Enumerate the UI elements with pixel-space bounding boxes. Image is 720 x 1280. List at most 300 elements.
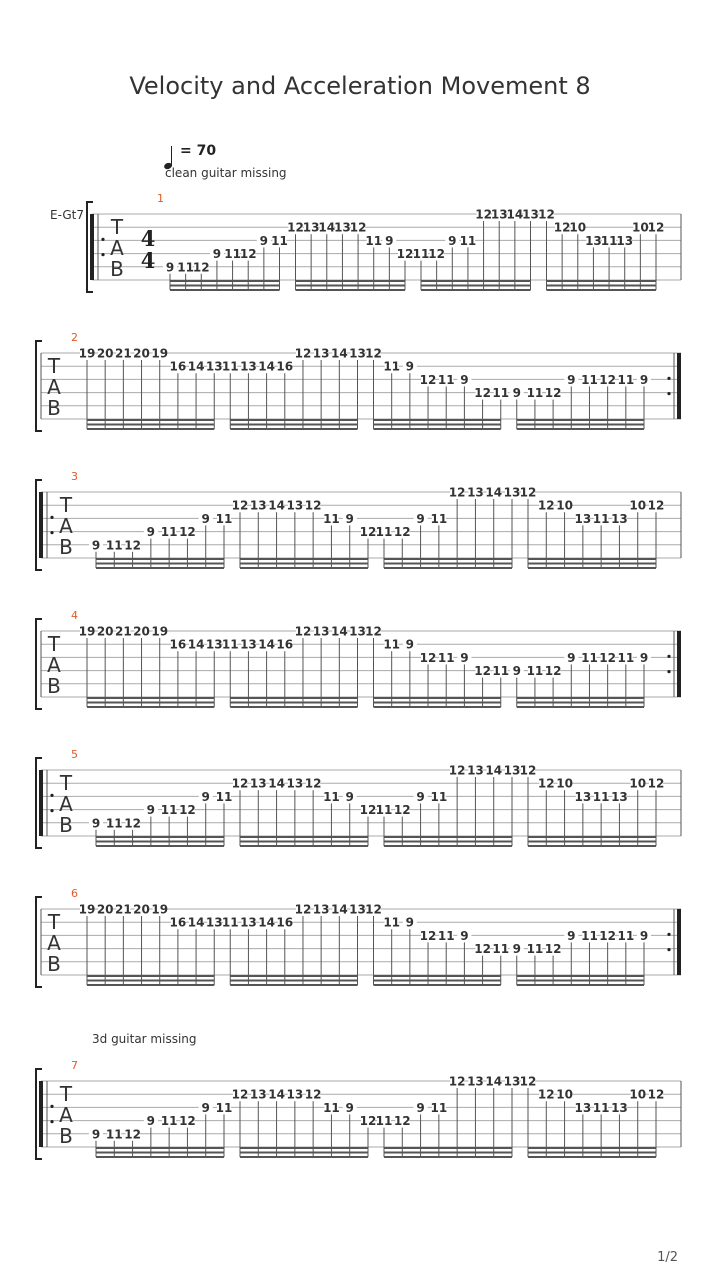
fret-number: 11: [177, 260, 194, 275]
fret-number: 14: [485, 1074, 503, 1089]
fret-number: 12: [419, 372, 437, 387]
measure-number: 2: [71, 331, 78, 344]
fret-number: 9: [91, 816, 101, 831]
fret-number: 11: [492, 386, 510, 401]
fret-number: 13: [205, 359, 223, 374]
fret-number: 19: [151, 624, 169, 639]
fret-number: 9: [639, 928, 649, 943]
fret-number: 16: [169, 915, 187, 930]
fret-number: 11: [221, 637, 239, 652]
fret-number: 12: [179, 803, 196, 818]
beat-group: [79, 903, 223, 986]
fret-number: 12: [537, 776, 555, 791]
fret-number: 9: [91, 538, 101, 553]
fret-number: 12: [448, 485, 466, 500]
beat-group: [520, 486, 665, 569]
fret-number: 11: [383, 915, 401, 930]
time-signature-top: 4: [140, 226, 156, 251]
fret-number: 9: [639, 372, 649, 387]
fret-number: 12: [192, 260, 210, 275]
measure-number: 3: [71, 470, 78, 483]
fret-number: 10: [632, 220, 649, 235]
fret-number: 12: [349, 220, 367, 235]
fret-number: 14: [187, 359, 205, 374]
beat-group: [365, 347, 509, 430]
fret-number: 12: [419, 650, 437, 665]
fret-number: 10: [629, 776, 647, 791]
fret-number: 11: [437, 650, 455, 665]
fret-number: 11: [526, 386, 544, 401]
beat-group: [510, 373, 651, 429]
repeat-dot: [667, 948, 670, 951]
fret-number: 12: [393, 525, 411, 540]
fret-number: 11: [221, 359, 239, 374]
fret-number: 13: [334, 220, 351, 235]
fret-number: 20: [133, 624, 150, 639]
beat-group: [520, 1075, 665, 1158]
repeat-dot: [667, 670, 670, 673]
fret-number: 13: [302, 220, 320, 235]
tab-system: [36, 331, 681, 431]
fret-number: 12: [553, 220, 571, 235]
fret-number: 12: [474, 664, 491, 679]
fret-number: 9: [345, 511, 354, 526]
fret-number: 11: [430, 1100, 448, 1115]
fret-number: 11: [617, 650, 635, 665]
fret-number: 12: [448, 763, 466, 778]
beat-group: [413, 208, 539, 291]
fret-number: 16: [169, 359, 187, 374]
beat-group: [89, 790, 232, 846]
fret-number: 20: [96, 346, 114, 361]
fret-number: 12: [396, 247, 414, 262]
beat-group: [222, 625, 366, 708]
fret-number: 9: [460, 650, 469, 665]
fret-number: 11: [383, 637, 401, 652]
fret-number: 9: [639, 650, 649, 665]
tab-system: [87, 192, 681, 292]
repeat-dot: [50, 809, 53, 812]
fret-number: 12: [294, 624, 312, 639]
fret-number: 12: [599, 372, 616, 387]
fret-number: 9: [512, 942, 521, 957]
fret-number: 12: [365, 346, 382, 361]
fret-number: 11: [459, 233, 477, 248]
fret-number: 13: [574, 511, 592, 526]
fret-number: 9: [345, 1100, 354, 1115]
fret-number: 19: [78, 624, 96, 639]
fret-number: 11: [383, 359, 401, 374]
fret-number: 11: [526, 664, 544, 679]
fret-number: 11: [105, 1127, 123, 1142]
fret-number: 12: [419, 928, 437, 943]
tab-clef-letter: B: [47, 952, 61, 976]
fret-number: 14: [268, 1087, 285, 1102]
fret-number: 11: [224, 247, 241, 262]
fret-number: 12: [647, 498, 665, 513]
annotation-3d-guitar: 3d guitar missing: [92, 1032, 197, 1046]
fret-number: 12: [474, 942, 491, 957]
fret-number: 12: [304, 498, 322, 513]
tempo-value: 70: [196, 143, 217, 159]
fret-number: 12: [647, 776, 665, 791]
tab-system: [36, 1059, 681, 1159]
beat-group: [79, 625, 223, 708]
beat-group: [538, 208, 664, 291]
fret-number: 13: [503, 1074, 521, 1089]
fret-number: 14: [187, 637, 205, 652]
fret-number: 11: [592, 789, 610, 804]
fret-number: 12: [519, 485, 537, 500]
fret-number: 20: [96, 624, 114, 639]
fret-number: 11: [592, 1100, 610, 1115]
fret-number: 13: [286, 498, 304, 513]
beat-group: [79, 347, 223, 430]
fret-number: 9: [212, 247, 222, 262]
fret-number: 11: [375, 803, 393, 818]
fret-number: 11: [581, 372, 598, 387]
measure-number: 1: [157, 192, 164, 205]
fret-number: 16: [169, 637, 187, 652]
fret-number: 13: [574, 1100, 592, 1115]
fret-number: 13: [312, 346, 330, 361]
fret-number: 12: [179, 1114, 196, 1129]
fret-number: 11: [430, 511, 448, 526]
tab-clef-letter: A: [47, 375, 61, 399]
tab-system: [36, 470, 681, 570]
fret-number: 14: [268, 776, 285, 791]
fret-number: 13: [349, 624, 366, 639]
fret-number: 13: [249, 498, 267, 513]
beat-group: [376, 1075, 521, 1158]
fret-number: 21: [115, 346, 132, 361]
repeat-dot: [50, 531, 53, 534]
fret-number: 9: [460, 928, 469, 943]
fret-number: 11: [221, 915, 239, 930]
fret-number: 13: [240, 915, 257, 930]
fret-number: 11: [215, 1100, 233, 1115]
beat-group: [222, 347, 366, 430]
tab-clef-letter: B: [59, 1124, 73, 1148]
fret-number: 11: [581, 928, 598, 943]
fret-number: 12: [474, 386, 491, 401]
measure-number: 6: [71, 887, 78, 900]
fret-number: 13: [585, 233, 602, 248]
fret-number: 11: [323, 511, 340, 526]
repeat-dot: [667, 377, 670, 380]
fret-number: 12: [544, 664, 562, 679]
fret-number: 9: [448, 233, 457, 248]
tab-system: [36, 609, 681, 709]
beat-group: [89, 512, 232, 568]
fret-number: 11: [160, 1114, 178, 1129]
fret-number: 12: [475, 207, 492, 222]
fret-number: 12: [124, 816, 141, 831]
fret-number: 12: [538, 207, 555, 222]
score-title: Velocity and Acceleration Movement 8: [129, 72, 591, 100]
fret-number: 9: [512, 664, 521, 679]
fret-number: 11: [215, 789, 233, 804]
fret-number: 9: [201, 511, 210, 526]
fret-number: 13: [522, 207, 539, 222]
repeat-dot: [50, 1105, 53, 1108]
beat-group: [520, 764, 665, 847]
fret-number: 13: [286, 1087, 304, 1102]
fret-number: 12: [231, 776, 249, 791]
fret-number: 13: [490, 207, 508, 222]
fret-number: 9: [405, 915, 415, 930]
track-name: E-Gt7: [50, 208, 84, 222]
fret-number: 19: [78, 346, 96, 361]
fret-number: 12: [231, 1087, 249, 1102]
fret-number: 9: [567, 650, 576, 665]
page-number: 1/2: [657, 1250, 678, 1265]
fret-number: 12: [393, 803, 411, 818]
fret-number: 13: [611, 511, 628, 526]
tab-clef-letter: A: [47, 653, 61, 677]
fret-number: 20: [96, 902, 114, 917]
fret-number: 14: [258, 359, 275, 374]
fret-number: 14: [506, 207, 524, 222]
fret-number: 9: [567, 928, 576, 943]
fret-number: 9: [416, 511, 425, 526]
fret-number: 12: [537, 1087, 555, 1102]
tab-clef-letter: T: [59, 493, 73, 517]
repeat-dot: [50, 516, 53, 519]
tab-system: [36, 887, 681, 987]
fret-number: 9: [405, 637, 415, 652]
beat-group: [510, 929, 651, 985]
fret-number: 11: [526, 942, 544, 957]
fret-number: 14: [330, 624, 348, 639]
time-signature-bottom: 4: [140, 248, 156, 273]
fret-number: 20: [133, 346, 150, 361]
fret-number: 12: [231, 498, 249, 513]
fret-number: 12: [294, 902, 312, 917]
tab-clef-letter: B: [59, 813, 73, 837]
fret-number: 14: [330, 346, 348, 361]
fret-number: 12: [519, 1074, 537, 1089]
fret-number: 9: [345, 789, 354, 804]
fret-number: 9: [146, 525, 156, 540]
fret-number: 13: [205, 915, 223, 930]
fret-number: 11: [492, 942, 510, 957]
fret-number: 12: [124, 538, 141, 553]
fret-number: 9: [146, 1114, 156, 1129]
fret-number: 16: [276, 915, 294, 930]
fret-number: 13: [286, 776, 304, 791]
fret-number: 12: [393, 1114, 411, 1129]
fret-number: 14: [268, 498, 285, 513]
fret-number: 12: [359, 803, 377, 818]
fret-number: 9: [146, 803, 156, 818]
fret-number: 12: [179, 525, 196, 540]
fret-number: 11: [617, 928, 635, 943]
fret-number: 11: [375, 1114, 393, 1129]
fret-number: 11: [375, 525, 393, 540]
tab-clef-letter: A: [47, 931, 61, 955]
fret-number: 9: [165, 260, 175, 275]
fret-number: 11: [592, 511, 610, 526]
fret-number: 12: [294, 346, 312, 361]
fret-number: 13: [240, 359, 257, 374]
fret-number: 12: [647, 220, 665, 235]
measure-number: 4: [71, 609, 78, 622]
beat-group: [365, 903, 509, 986]
repeat-dot: [50, 794, 53, 797]
tab-clef-letter: A: [59, 792, 73, 816]
fret-number: 13: [349, 346, 366, 361]
fret-number: 19: [78, 902, 96, 917]
fret-number: 11: [105, 816, 123, 831]
fret-number: 13: [574, 789, 592, 804]
fret-number: 14: [485, 763, 503, 778]
fret-number: 11: [215, 511, 233, 526]
fret-number: 11: [492, 664, 510, 679]
fret-number: 13: [349, 902, 366, 917]
fret-number: 13: [205, 637, 223, 652]
fret-number: 13: [616, 233, 634, 248]
fret-number: 13: [503, 763, 521, 778]
tab-clef-letter: A: [59, 514, 73, 538]
repeat-dot: [101, 238, 104, 241]
fret-number: 11: [105, 538, 123, 553]
repeat-dot: [667, 655, 670, 658]
fret-number: 14: [187, 915, 205, 930]
fret-number: 9: [201, 789, 210, 804]
fret-number: 12: [365, 624, 382, 639]
fret-number: 12: [359, 1114, 377, 1129]
fret-number: 12: [448, 1074, 466, 1089]
fret-number: 14: [258, 915, 275, 930]
tab-clef-letter: T: [47, 910, 61, 934]
fret-number: 12: [359, 525, 377, 540]
fret-number: 16: [276, 359, 294, 374]
fret-number: 13: [503, 485, 521, 500]
fret-number: 21: [115, 902, 132, 917]
fret-number: 13: [312, 902, 330, 917]
beat-group: [376, 764, 521, 847]
fret-number: 9: [405, 359, 415, 374]
fret-number: 12: [519, 763, 537, 778]
repeat-dot: [667, 392, 670, 395]
fret-number: 11: [160, 803, 178, 818]
beat-group: [376, 486, 521, 569]
fret-number: 12: [365, 902, 382, 917]
tab-clef-letter: T: [47, 354, 61, 378]
fret-number: 9: [567, 372, 576, 387]
tab-clef-letter: B: [110, 257, 124, 281]
fret-number: 9: [385, 233, 394, 248]
tab-clef-letter: T: [59, 771, 73, 795]
repeat-dot: [667, 933, 670, 936]
fret-number: 12: [544, 386, 562, 401]
fret-number: 13: [240, 637, 257, 652]
fret-number: 9: [512, 386, 521, 401]
beat-group: [222, 903, 366, 986]
fret-number: 9: [91, 1127, 101, 1142]
fret-number: 9: [416, 1100, 425, 1115]
tab-clef-letter: A: [110, 236, 124, 260]
tab-clef-letter: B: [59, 535, 73, 559]
fret-number: 11: [430, 789, 448, 804]
fret-number: 21: [115, 624, 132, 639]
fret-number: 12: [239, 247, 257, 262]
fret-number: 19: [151, 902, 169, 917]
fret-number: 14: [485, 485, 503, 500]
fret-number: 11: [437, 928, 455, 943]
fret-number: 12: [428, 247, 445, 262]
fret-number: 12: [599, 650, 616, 665]
fret-number: 12: [287, 220, 304, 235]
fret-number: 12: [537, 498, 555, 513]
fret-number: 13: [312, 624, 330, 639]
tab-clef-letter: A: [59, 1103, 73, 1127]
fret-number: 11: [323, 789, 340, 804]
fret-number: 10: [556, 498, 573, 513]
fret-number: 13: [467, 485, 484, 500]
measure-number: 5: [71, 748, 78, 761]
repeat-dot: [101, 253, 104, 256]
tab-clef-letter: B: [47, 674, 61, 698]
fret-number: 10: [629, 498, 647, 513]
beat-group: [89, 1101, 232, 1157]
tab-system: [36, 748, 681, 848]
fret-number: 11: [271, 233, 288, 248]
fret-number: 14: [318, 220, 336, 235]
fret-number: 9: [201, 1100, 210, 1115]
fret-number: 9: [259, 233, 269, 248]
fret-number: 10: [629, 1087, 647, 1102]
beat-group: [365, 625, 509, 708]
fret-number: 14: [330, 902, 348, 917]
beat-group: [510, 651, 651, 707]
fret-number: 13: [249, 776, 267, 791]
fret-number: 20: [133, 902, 150, 917]
fret-number: 12: [647, 1087, 665, 1102]
fret-number: 16: [276, 637, 294, 652]
tab-clef-letter: T: [59, 1082, 73, 1106]
tempo-equals: =: [180, 143, 192, 159]
tab-clef-letter: T: [110, 215, 124, 239]
fret-number: 11: [437, 372, 455, 387]
fret-number: 13: [467, 763, 484, 778]
fret-number: 10: [569, 220, 587, 235]
fret-number: 11: [581, 650, 598, 665]
fret-number: 10: [556, 1087, 573, 1102]
annotation-clean-guitar: clean guitar missing: [165, 166, 287, 180]
fret-number: 14: [258, 637, 275, 652]
fret-number: 12: [124, 1127, 141, 1142]
fret-number: 9: [460, 372, 469, 387]
fret-number: 13: [611, 1100, 628, 1115]
fret-number: 11: [323, 1100, 340, 1115]
fret-number: 13: [249, 1087, 267, 1102]
fret-number: 11: [600, 233, 618, 248]
fret-number: 11: [412, 247, 430, 262]
measure-number: 7: [71, 1059, 78, 1072]
fret-number: 10: [556, 776, 573, 791]
fret-number: 19: [151, 346, 169, 361]
tab-clef-letter: T: [47, 632, 61, 656]
fret-number: 12: [304, 776, 322, 791]
repeat-dot: [50, 1120, 53, 1123]
fret-number: 11: [365, 233, 383, 248]
fret-number: 12: [304, 1087, 322, 1102]
fret-number: 13: [611, 789, 628, 804]
fret-number: 13: [467, 1074, 484, 1089]
beat-group: [163, 234, 288, 290]
